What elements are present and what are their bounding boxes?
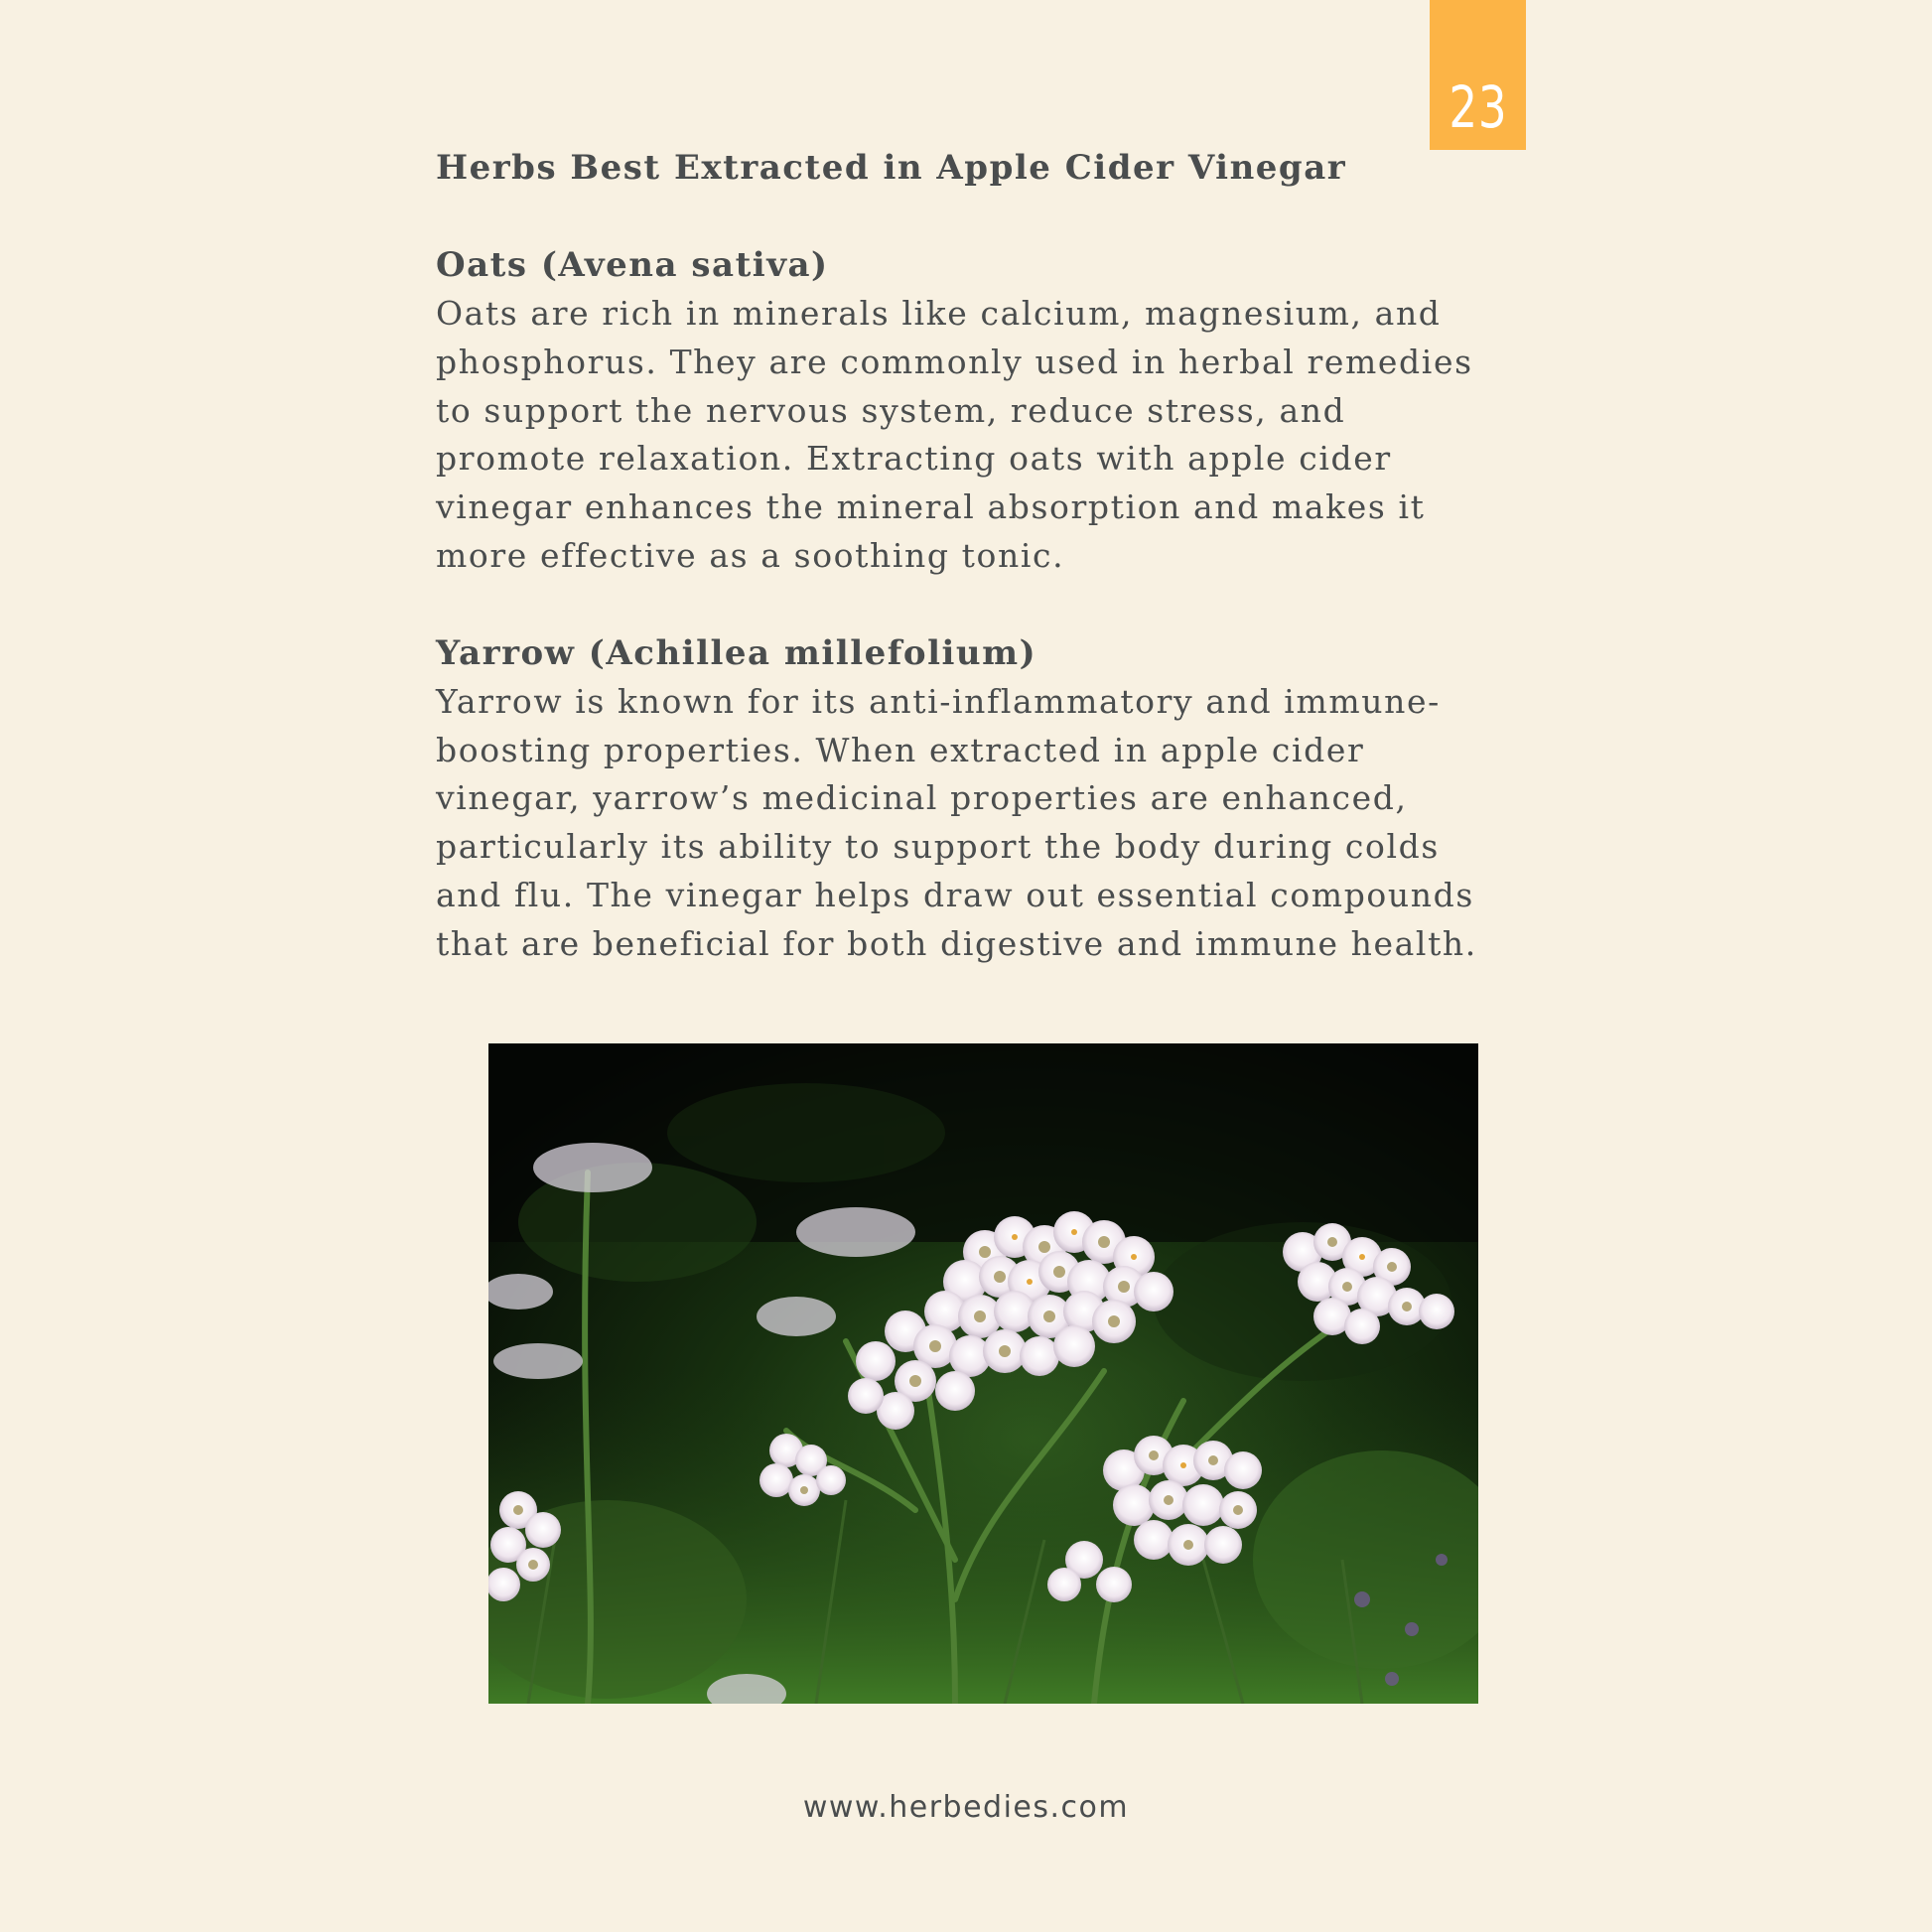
herb-name: Oats (Avena sativa)	[436, 245, 829, 285]
main-content	[436, 144, 1508, 969]
herb-name: Yarrow (Achillea millefolium)	[436, 632, 1037, 673]
page-number: 23	[1448, 73, 1508, 141]
section-title: Herbs Best Extracted in Apple Cider Vinegar	[436, 148, 1347, 188]
page-number-tab	[1430, 0, 1526, 150]
herb-entry-oats	[436, 241, 1508, 581]
herb-entry-yarrow	[436, 629, 1508, 969]
herb-description: Yarrow is known for its anti-inflammatory and immune-boosting properties. When extracted in apple cider vinegar, yarrow’s medicinal properties are enhanced, particularly its ability to support the body during colds and flu. The vinegar helps draw out essential compounds that are beneficial for both digestive and immune health.	[436, 681, 1477, 963]
yarrow-flower-photo	[488, 1043, 1478, 1704]
herb-description: Oats are rich in minerals like calcium, magnesium, and phosphorus. They are commonly used in herbal remedies to support the nervous system, reduce stress, and promote relaxation. Extracting oats with apple cider vinegar enhances the mineral absorption and makes it more effective as a soothing tonic.	[436, 294, 1473, 575]
footer-website-url: www.herbedies.com	[802, 1790, 1130, 1825]
